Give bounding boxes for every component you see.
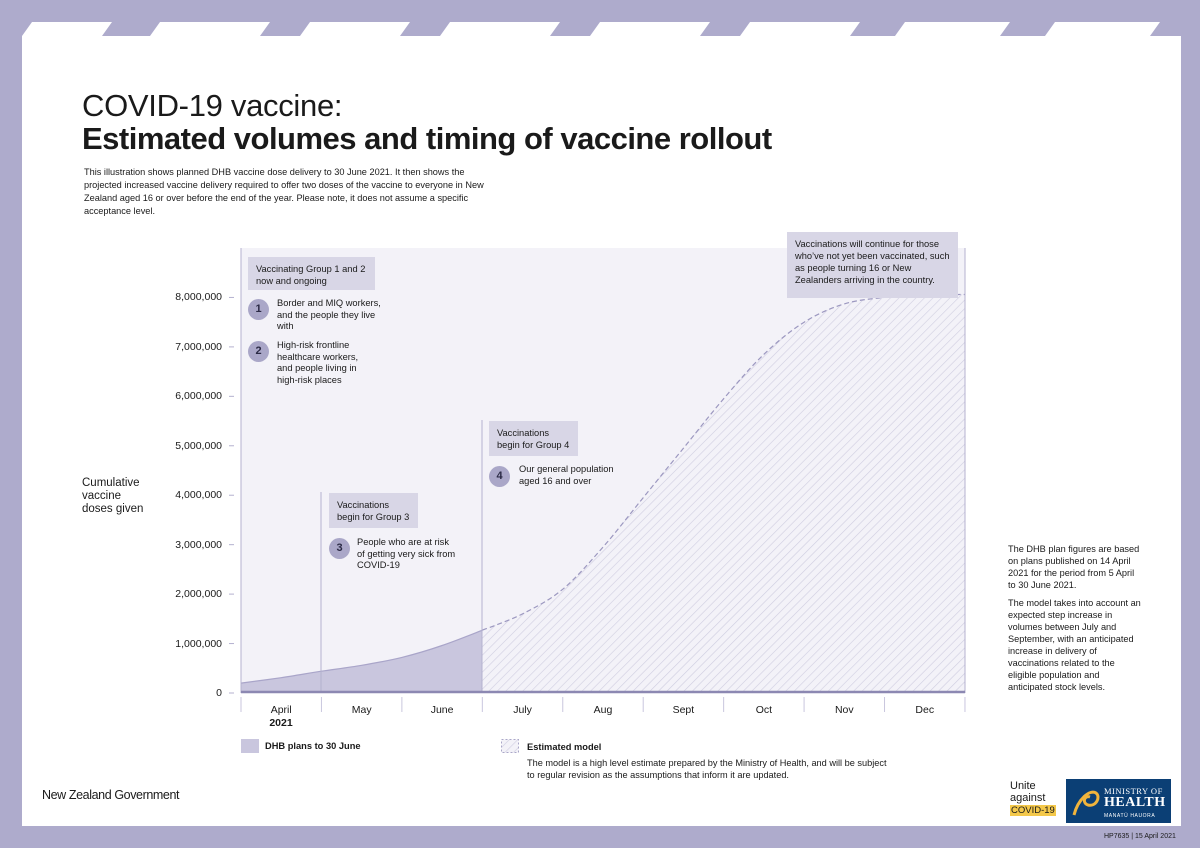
y-tick-label: 1,000,000 — [175, 637, 222, 650]
y-axis-label-line3: doses given — [82, 503, 144, 515]
tick-marks — [229, 297, 234, 693]
legend-swatch-model — [501, 739, 519, 753]
unite-line3: COVID-19 — [1011, 805, 1055, 816]
y-tick-label: 3,000,000 — [175, 538, 222, 551]
y-axis-label — [82, 477, 143, 516]
group-4-badge: 4 — [489, 466, 510, 487]
legend-label-model: Estimated model — [527, 742, 602, 752]
koru-icon — [1068, 779, 1102, 823]
unite-against-covid-logo — [1010, 780, 1056, 817]
side-note-model: The model takes into account an expected step increase in volumes between July and September, with an anticipated increase in delivery of vaccinations related to the eligible population and anticipated stock levels. — [1008, 598, 1141, 692]
y-axis-label-line1: Cumulative — [82, 477, 140, 489]
y-tick-label: 0 — [216, 687, 222, 699]
y-axis-label-line2: vaccine — [82, 490, 121, 502]
group-2-description: High-risk frontline healthcare workers, and people living in high-risk places — [277, 340, 359, 385]
y-tick-label: 5,000,000 — [175, 439, 222, 452]
moh-line1: MINISTRY OF — [1104, 786, 1163, 796]
x-tick-label: Sept — [672, 704, 695, 716]
y-tick-label: 6,000,000 — [175, 390, 222, 403]
x-tick-label: Nov — [834, 704, 854, 716]
x-tick-label: Dec — [915, 704, 935, 716]
legend-model-description: The model is a high level estimate prepared by the Ministry of Health, and will be subject to regular revision as the assumptions that inform it are updated. — [527, 758, 887, 780]
x-axis-year: 2021 — [269, 717, 293, 729]
y-tick-label: 2,000,000 — [175, 588, 222, 601]
y-tick-label: 8,000,000 — [175, 291, 222, 304]
legend-swatch-dhb — [241, 739, 259, 753]
nz-government-logo: New Zealand Government — [42, 788, 180, 802]
x-tick-label: June — [430, 704, 454, 716]
x-tick-label: May — [351, 704, 372, 716]
group-3-badge: 3 — [329, 538, 350, 559]
moh-line2: HEALTH — [1104, 795, 1166, 810]
group-4-description: Our general population aged 16 and over — [519, 464, 614, 486]
y-tick-label: 7,000,000 — [175, 340, 222, 353]
legend-label-dhb: DHB plans to 30 June — [265, 741, 361, 751]
group-1-description: Border and MIQ workers, and the people they live with — [277, 298, 381, 331]
unite-line2: against — [1010, 792, 1046, 804]
title-line-1: COVID-19 vaccine: — [82, 88, 343, 123]
title-line-2: Estimated volumes and timing of vaccine rollout — [82, 121, 772, 156]
group-3-description: People who are at risk of getting very sick from COVID-19 — [357, 537, 456, 570]
y-tick-label: 4,000,000 — [175, 489, 222, 502]
x-tick-label: April — [270, 704, 292, 716]
group-1-badge: 1 — [248, 299, 269, 320]
unite-line1: Unite — [1010, 780, 1036, 792]
x-tick-label: Aug — [593, 704, 613, 716]
x-tick-label: Oct — [755, 704, 773, 716]
callout-group-4: Vaccinations begin for Group 4 — [489, 421, 578, 456]
group-2-badge: 2 — [248, 341, 269, 362]
side-note-dhb: The DHB plan figures are based on plans published on 14 April 2021 for the period from 5 April to 30 June 2021. — [1008, 544, 1140, 590]
intro-paragraph: This illustration shows planned DHB vaccine dose delivery to 30 June 2021. It then shows the projected increased vaccine delivery required to offer two doses of the vaccine to everyone in New Zealand aged 16 or over before the end of the year. Please note, it does not assume a specific acceptance level. — [84, 167, 484, 216]
x-tick-label: July — [513, 704, 532, 716]
callout-ongoing-vaccinations: Vaccinations will continue for those who’ve not yet been vaccinated, such as people turning 16 or New Zealanders arriving in the country. — [787, 232, 958, 298]
ministry-of-health-logo — [1066, 779, 1171, 823]
moh-line3: MANATŪ HAUORA — [1104, 813, 1156, 819]
footer-reference: HP7635 | 15 April 2021 — [1104, 833, 1176, 840]
callout-group-1-2: Vaccinating Group 1 and 2 now and ongoing — [248, 257, 375, 290]
callout-group-3: Vaccinations begin for Group 3 — [329, 493, 418, 528]
